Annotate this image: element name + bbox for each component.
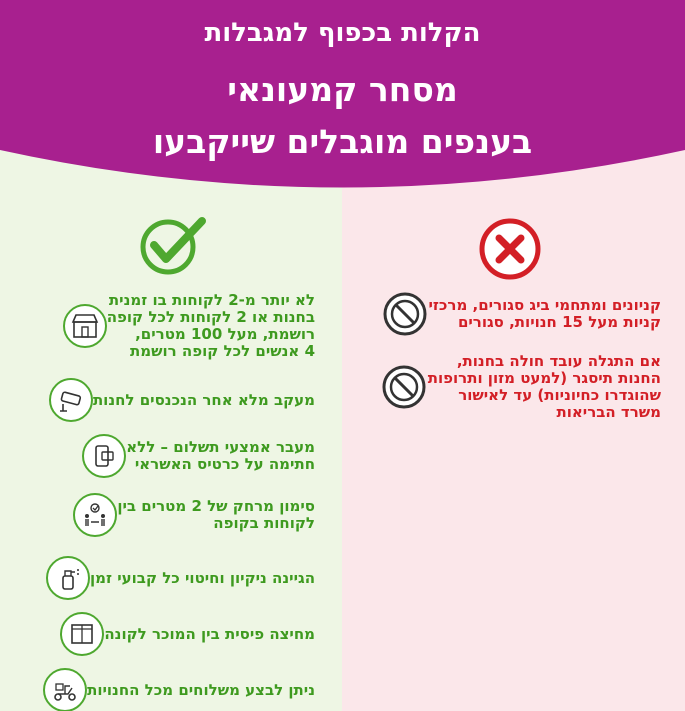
x-icon xyxy=(477,216,543,282)
allowed-item-payment xyxy=(82,434,323,478)
allowed-item-tracking xyxy=(49,378,323,422)
allowed-text-line: ניתן לבצע משלוחים מכל החנויות xyxy=(87,680,315,699)
no-entry-icon xyxy=(380,363,428,411)
header-line-2: מסחר קמעונאי xyxy=(227,70,458,109)
allowed-text-line: מעבר אמצעי תשלום – ללא xyxy=(126,438,315,456)
storefront-icon xyxy=(63,304,107,348)
partition-icon xyxy=(60,612,104,656)
header-line-3: בענפים מוגבלים שייקבעו xyxy=(152,122,533,161)
distance-icon xyxy=(73,493,117,537)
allowed-text-line: רושמת, מעל 100 מטרים, xyxy=(135,325,315,343)
forbidden-text-line: קניות מעל 15 חנויות, סגורים xyxy=(457,313,661,331)
allowed-item-hygiene xyxy=(46,556,323,600)
forbidden-item-sick-worker xyxy=(380,353,667,421)
allowed-text-line: מחיצה פיסית בין המוכר לקונה xyxy=(104,624,315,643)
allowed-text-line: חתימה על כרטיס האשראי xyxy=(134,455,315,473)
allowed-text-line: הגיינה ניקיון וחיטוי כל קבועי זמן xyxy=(90,568,315,587)
allowed-text-line: לקוחות בקופה xyxy=(213,514,315,532)
check-icon xyxy=(134,213,210,275)
forbidden-text-line: קניונים ומתחמי ביג סגורים, מרכזי xyxy=(428,296,661,314)
forbidden-text-line: שהוגדרו כחיוניות) עד לאישור xyxy=(458,386,661,404)
allowed-item-distance xyxy=(73,493,323,537)
allowed-text-line: לא יותר מ-2 לקוחות בו זמנית xyxy=(108,291,315,309)
header-line-1: הקלות בכפוף למגבלות xyxy=(204,18,481,48)
allowed-text-line: סימון מרחק של 2 מטרים בין xyxy=(117,497,315,515)
forbidden-item-malls xyxy=(381,290,668,338)
forbidden-text-line: החנות תיסגר (למעט מזון ותרופות xyxy=(427,369,661,387)
allowed-text-line: מעקב מלא אחר הנכנסים לחנות xyxy=(92,390,315,409)
allowed-item-capacity xyxy=(63,292,323,360)
allowed-item-partition xyxy=(60,612,323,656)
forbidden-text-line: משרד הבריאות xyxy=(556,403,661,421)
camera-icon xyxy=(49,378,93,422)
credit-card-icon xyxy=(82,434,126,478)
spray-bottle-icon xyxy=(46,556,90,600)
allowed-item-delivery xyxy=(43,668,323,711)
forbidden-text-line: אם התגלה עובד חולה בחנות, xyxy=(456,352,661,370)
no-entry-icon xyxy=(381,290,429,338)
allowed-text-line: בחנות או 2 לקוחות לכל קופה xyxy=(106,308,315,326)
allowed-text-line: 4 אנשים לכל קופה רושמת xyxy=(130,342,315,360)
delivery-scooter-icon xyxy=(43,668,87,711)
